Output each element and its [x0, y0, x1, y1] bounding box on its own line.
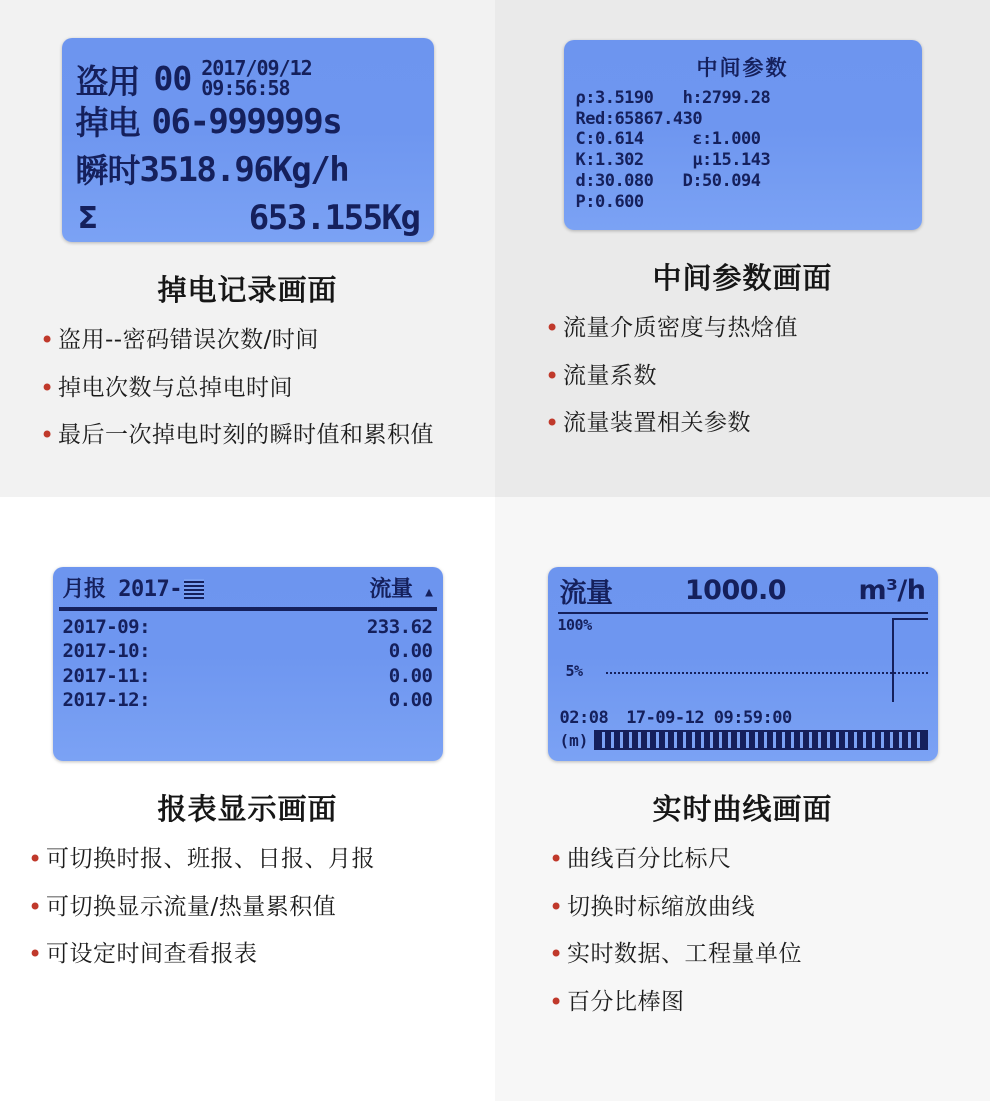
lcd-time: 09:56:58 — [201, 75, 290, 100]
list-item: • 实时数据、工程量单位 — [545, 939, 966, 971]
curve-value: 1000.0 — [684, 575, 787, 606]
axis-label-top: 100% — [557, 616, 592, 634]
lcd-value-total: 653.155Kg — [248, 198, 420, 238]
list-item: • 可切换时报、班报、日报、月报 — [24, 844, 471, 876]
panel-realtime-curve — [495, 497, 990, 1101]
curve-trace-vertical — [892, 618, 894, 702]
lcd-title: 中间参数 — [696, 56, 789, 80]
bar-unit-label: (m) — [559, 730, 589, 750]
row-value: 0.00 — [388, 640, 433, 663]
curve-time-row — [548, 704, 938, 728]
grid-dotted-line — [606, 672, 928, 674]
curve-timebase: 02:08 — [559, 708, 609, 728]
lcd-param-line: ρ:3.5190 h:2799.28 — [575, 88, 771, 108]
list-item: • 可切换显示流量/热量累积值 — [24, 892, 471, 924]
lcd-wrapper — [18, 497, 477, 761]
list-item: • 流量介质密度与热焓值 — [541, 313, 966, 345]
lcd-row-instant — [76, 146, 420, 194]
lcd-param-line: d:30.080 D:50.094 — [575, 170, 761, 191]
lcd-report-column — [369, 572, 432, 603]
table-row — [63, 664, 433, 688]
caret-up-icon: ▲ — [425, 585, 433, 600]
lcd-param-line: P:0.600 — [575, 191, 644, 212]
row-value: 233.62 — [366, 616, 433, 638]
list-item: • 掉电次数与总掉电时间 — [24, 373, 471, 405]
lcd-screen-parameters — [564, 40, 922, 230]
lcd-row-power-fail — [76, 98, 420, 146]
lcd-date: 2017/09/12 — [201, 56, 312, 81]
curve-unit: m³/h — [858, 575, 926, 606]
curve-bar-row — [548, 728, 938, 750]
lcd-report-header — [53, 567, 443, 605]
list-item: • 可设定时间查看报表 — [24, 939, 471, 971]
curve-trace-top — [892, 618, 928, 620]
feature-list — [513, 844, 972, 1019]
lcd-wrapper — [18, 0, 477, 242]
lcd-screen-curve — [548, 567, 938, 761]
list-item: • 曲线百分比标尺 — [545, 844, 966, 876]
list-item: • 百分比棒图 — [545, 987, 966, 1019]
lcd-label-power-fail: 掉电 — [75, 102, 140, 142]
row-value: 0.00 — [388, 688, 433, 711]
list-item: • 切换时标缩放曲线 — [545, 892, 966, 924]
lcd-row-theft — [75, 48, 420, 101]
list-item: • 最后一次掉电时刻的瞬时值和累积值 — [24, 420, 471, 452]
lcd-param-line: C:0.614 ε:1.000 — [575, 129, 761, 150]
report-year: 2017- — [118, 577, 182, 602]
panel-caption: 实时曲线画面 — [652, 792, 833, 826]
lcd-curve-header — [548, 567, 938, 610]
lcd-report-rows — [53, 611, 443, 712]
axis-label-mid: 5% — [565, 662, 583, 680]
row-value: 0.00 — [388, 664, 433, 687]
sigma-icon: Σ — [77, 200, 98, 236]
panel-intermediate-parameters — [495, 0, 990, 497]
lcd-report-type — [63, 572, 205, 603]
curve-plot-area — [558, 612, 928, 704]
report-type-label: 月报 — [62, 577, 106, 602]
feature-list — [513, 313, 972, 440]
panel-report-display — [0, 497, 495, 1101]
lcd-value-power-fail: 06-999999s — [151, 102, 342, 142]
curve-timestamp: 17-09-12 09:59:00 — [626, 708, 792, 728]
table-row — [63, 615, 433, 639]
lcd-value-theft-count: 00 — [153, 59, 192, 98]
row-period: 2017-09: — [62, 616, 151, 638]
row-period: 2017-12: — [62, 688, 151, 711]
lcd-row-total — [76, 194, 420, 242]
panel-caption: 中间参数画面 — [652, 261, 833, 295]
list-item: • 盗用--密码错误次数/时间 — [24, 325, 471, 357]
panel-caption: 掉电记录画面 — [157, 273, 338, 307]
curve-label: 流量 — [559, 578, 613, 609]
lcd-value-instant: 3518.96Kg/h — [139, 150, 349, 190]
lcd-screen-report — [53, 567, 443, 761]
feature-list — [18, 844, 477, 971]
cursor-block-icon — [184, 579, 204, 599]
lcd-label-instant: 瞬时 — [75, 150, 140, 190]
list-item: • 流量装置相关参数 — [541, 408, 966, 440]
lcd-label-theft: 盗用 — [75, 62, 140, 101]
panel-power-fail-record — [0, 0, 495, 497]
feature-list — [18, 325, 477, 452]
table-row — [63, 639, 433, 663]
percent-bar — [594, 730, 927, 750]
lcd-screen-power-fail — [62, 38, 434, 242]
lcd-wrapper — [513, 0, 972, 230]
lcd-param-line: K:1.302 μ:15.143 — [575, 150, 771, 171]
lcd-datetime — [201, 58, 311, 98]
row-period: 2017-11: — [62, 664, 151, 687]
panel-caption: 报表显示画面 — [157, 792, 338, 826]
lcd-param-line: Red:65867.430 — [575, 108, 703, 129]
report-column-label: 流量 — [369, 577, 413, 602]
row-period: 2017-10: — [62, 640, 151, 663]
table-row — [63, 688, 433, 712]
list-item: • 流量系数 — [541, 361, 966, 393]
lcd-wrapper — [513, 497, 972, 761]
